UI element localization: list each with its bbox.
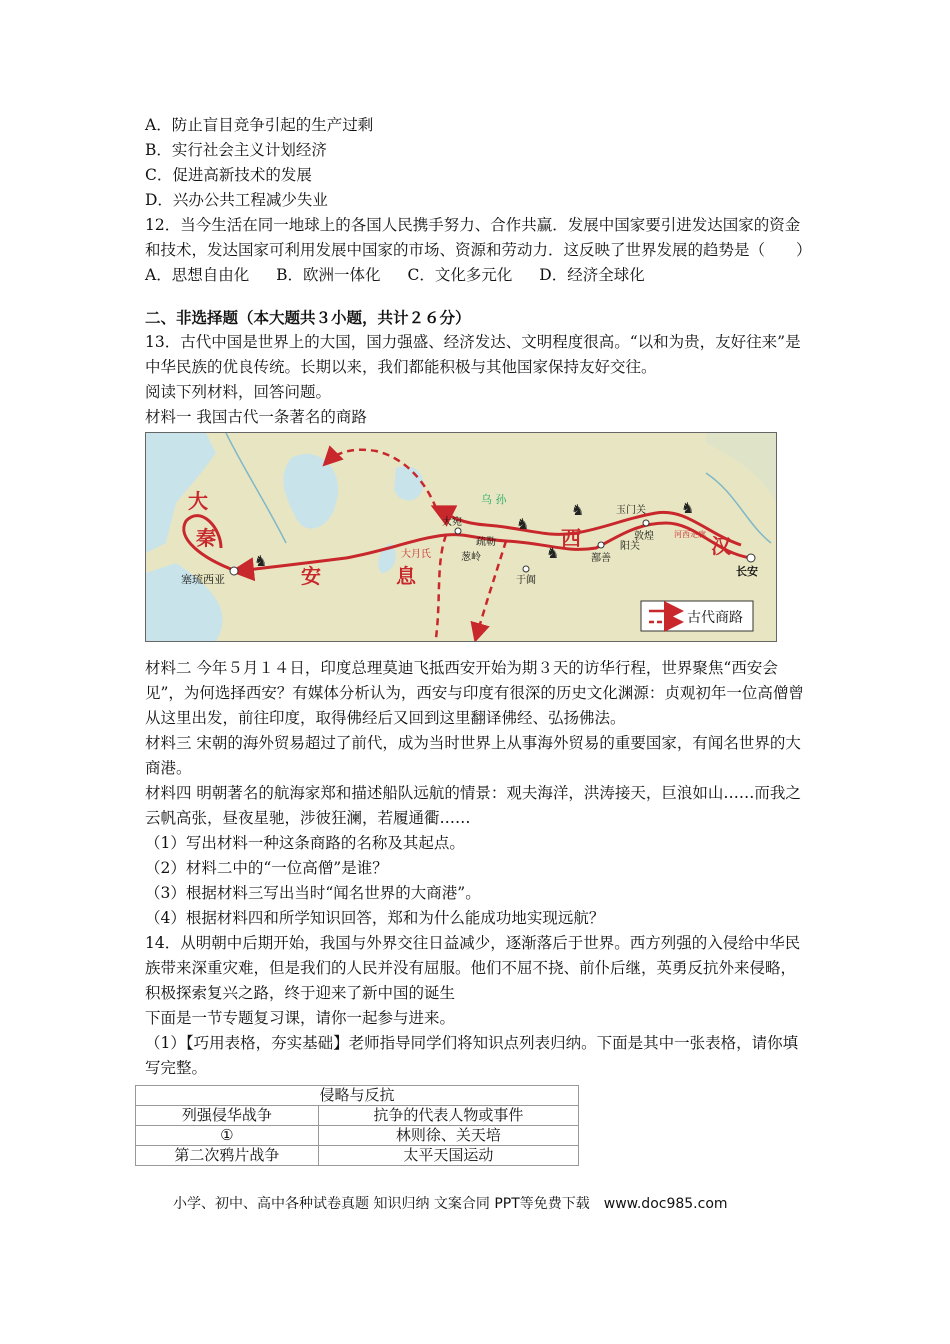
q12-option-a: A．思想自由化 <box>145 266 250 284</box>
table-header: 抗争的代表人物或事件 <box>318 1106 578 1126</box>
label-xi-region: 西 <box>561 526 581 550</box>
shanshan-marker <box>598 542 604 548</box>
q13-stem: 13．古代中国是世界上的大国，国力强盛、经济发达、文明程度很高。“以和为贵，友好往来”是中华民族的优良传统。长期以来，我们都能积极与其他国家保持友好交往。 <box>145 333 801 376</box>
q13-question-2: （2）材料二中的“一位高僧”是谁？ <box>145 859 388 877</box>
q12-option-c: C．文化多元化 <box>407 266 513 284</box>
q12-option-b: B．欧洲一体化 <box>276 266 381 284</box>
label-yuezhi: 大月氏 <box>401 549 431 560</box>
label-an: 安 <box>301 564 321 588</box>
q14-stem: 14．从明朝中后期开始，我国与外界交往日益减少，逐渐落后于世界。西方列强的入侵给中华民族带来深重灾难，但是我们的人民并没有屈服。他们不屈不挠、前仆后继，英勇反抗外来侵略，积极探索复兴之路，终于迎来了新中国的诞生 <box>145 934 801 1002</box>
label-shanshan: 鄯善 <box>591 553 611 564</box>
map-legend <box>641 601 753 631</box>
q12-stem: 12．当今生活在同一地球上的各国人民携手努力、合作共赢．发展中国家要引进发达国家的资金和技术，发达国家可利用发展中国家的市场、资源和劳动力．这反映了世界发展的趋势是（ ） <box>145 216 812 259</box>
page-footer: 小学、初中、高中各种试卷真题 知识归纳 文案合同 PPT等免费下载 www.doc985.com <box>173 1196 728 1212</box>
q13-question-1: （1）写出材料一种这条商路的名称及其起点。 <box>145 834 465 852</box>
label-han: 汉 <box>711 534 731 558</box>
q13-question-4: （4）根据材料四和所学知识回答，郑和为什么能成功地实现远航？ <box>145 909 605 927</box>
q11-option-c: C．促进高新技术的发展 <box>145 166 312 184</box>
q12-option-d: D．经济全球化 <box>539 266 645 284</box>
label-dunhuang: 敦煌 <box>634 531 654 542</box>
q12-options <box>145 263 810 288</box>
material2: 材料二 今年５月１４日，印度总理莫迪飞抵西安开始为期３天的访华行程，世界聚焦“西安会见”，为何选择西安？有媒体分析认为，西安与印度有很深的历史文化渊源：贞观初年一位高僧曾从这里出发，前往印度，取得佛经后又回到这里翻译佛经、弘扬佛法。 <box>145 659 804 727</box>
label-shule: 疏勒 <box>476 537 496 548</box>
invasion-resistance-table <box>135 1085 579 1166</box>
exam-page <box>145 113 810 1166</box>
table-header: 列强侵华战争 <box>136 1106 319 1126</box>
q11-option-a: A．防止盲目竞争引起的生产过剩 <box>145 116 374 134</box>
map-svg <box>146 433 776 641</box>
label-qin: 秦 <box>196 526 216 550</box>
dunhuang-marker <box>643 520 649 526</box>
label-yangguan: 阳关 <box>620 541 640 552</box>
material3: 材料三 宋朝的海外贸易超过了前代，成为当时世界上从事海外贸易的重要国家，有闻名世界的大商港。 <box>145 734 801 777</box>
label-syria: 塞琉西亚 <box>181 573 225 586</box>
q11-option-b: B．实行社会主义计划经济 <box>145 141 327 159</box>
legend-label: 古代商路 <box>687 610 743 626</box>
label-changan: 长安 <box>736 565 758 578</box>
label-yutian: 于阗 <box>516 575 536 586</box>
camel-icon: ♞ <box>254 552 268 570</box>
syria-marker <box>230 567 238 575</box>
q13-instruction: 阅读下列材料，回答问题。 <box>145 383 332 401</box>
label-wusun: 乌 孙 <box>481 493 507 506</box>
label-congling: 葱岭 <box>461 552 481 563</box>
table-cell: 太平天国运动 <box>318 1146 578 1166</box>
q14-part1: （1）【巧用表格，夯实基础】老师指导同学们将知识点列表归纳。下面是其中一张表格，请你填写完整。 <box>145 1034 799 1077</box>
q11-option-d: D．兴办公共工程减少失业 <box>145 191 328 209</box>
section-title: 二、非选择题（本大题共３小题，共计２６分） <box>145 308 471 327</box>
label-xi-parthia: 息 <box>396 564 416 588</box>
label-dayuan: 大宛 <box>442 517 462 528</box>
table-title: 侵略与反抗 <box>136 1086 579 1106</box>
q14-intro: 下面是一节专题复习课，请你一起参与进来。 <box>145 1009 456 1027</box>
table-row <box>136 1126 579 1146</box>
material1-title: 材料一 我国古代一条著名的商路 <box>145 408 367 426</box>
camel-icon: ♞ <box>681 499 695 517</box>
dayuan-marker <box>455 528 461 534</box>
camel-icon: ♞ <box>546 544 560 562</box>
table-cell: 第二次鸦片战争 <box>136 1146 319 1166</box>
yutian-marker <box>523 566 529 572</box>
table-cell: 林则徐、关天培 <box>318 1126 578 1146</box>
q11-options <box>145 113 810 213</box>
changan-marker <box>747 554 755 562</box>
label-da: 大 <box>188 489 208 513</box>
material4: 材料四 明朝著名的航海家郑和描述船队远航的情景：观夫海洋，洪涛接天，巨浪如山……而我之云帆高张，昼夜星驰，涉彼狂澜，若履通衢…… <box>145 784 801 827</box>
camel-icon: ♞ <box>516 515 530 533</box>
table-row <box>136 1146 579 1166</box>
silk-road-map <box>145 432 777 642</box>
label-yumenguan: 玉门关 <box>616 505 646 516</box>
table-cell: ① <box>136 1126 319 1146</box>
label-hexi: 河西走廊 <box>674 530 706 539</box>
q13-question-3: （3）根据材料三写出当时“闻名世界的大商港”。 <box>145 884 481 902</box>
camel-icon: ♞ <box>571 501 585 519</box>
